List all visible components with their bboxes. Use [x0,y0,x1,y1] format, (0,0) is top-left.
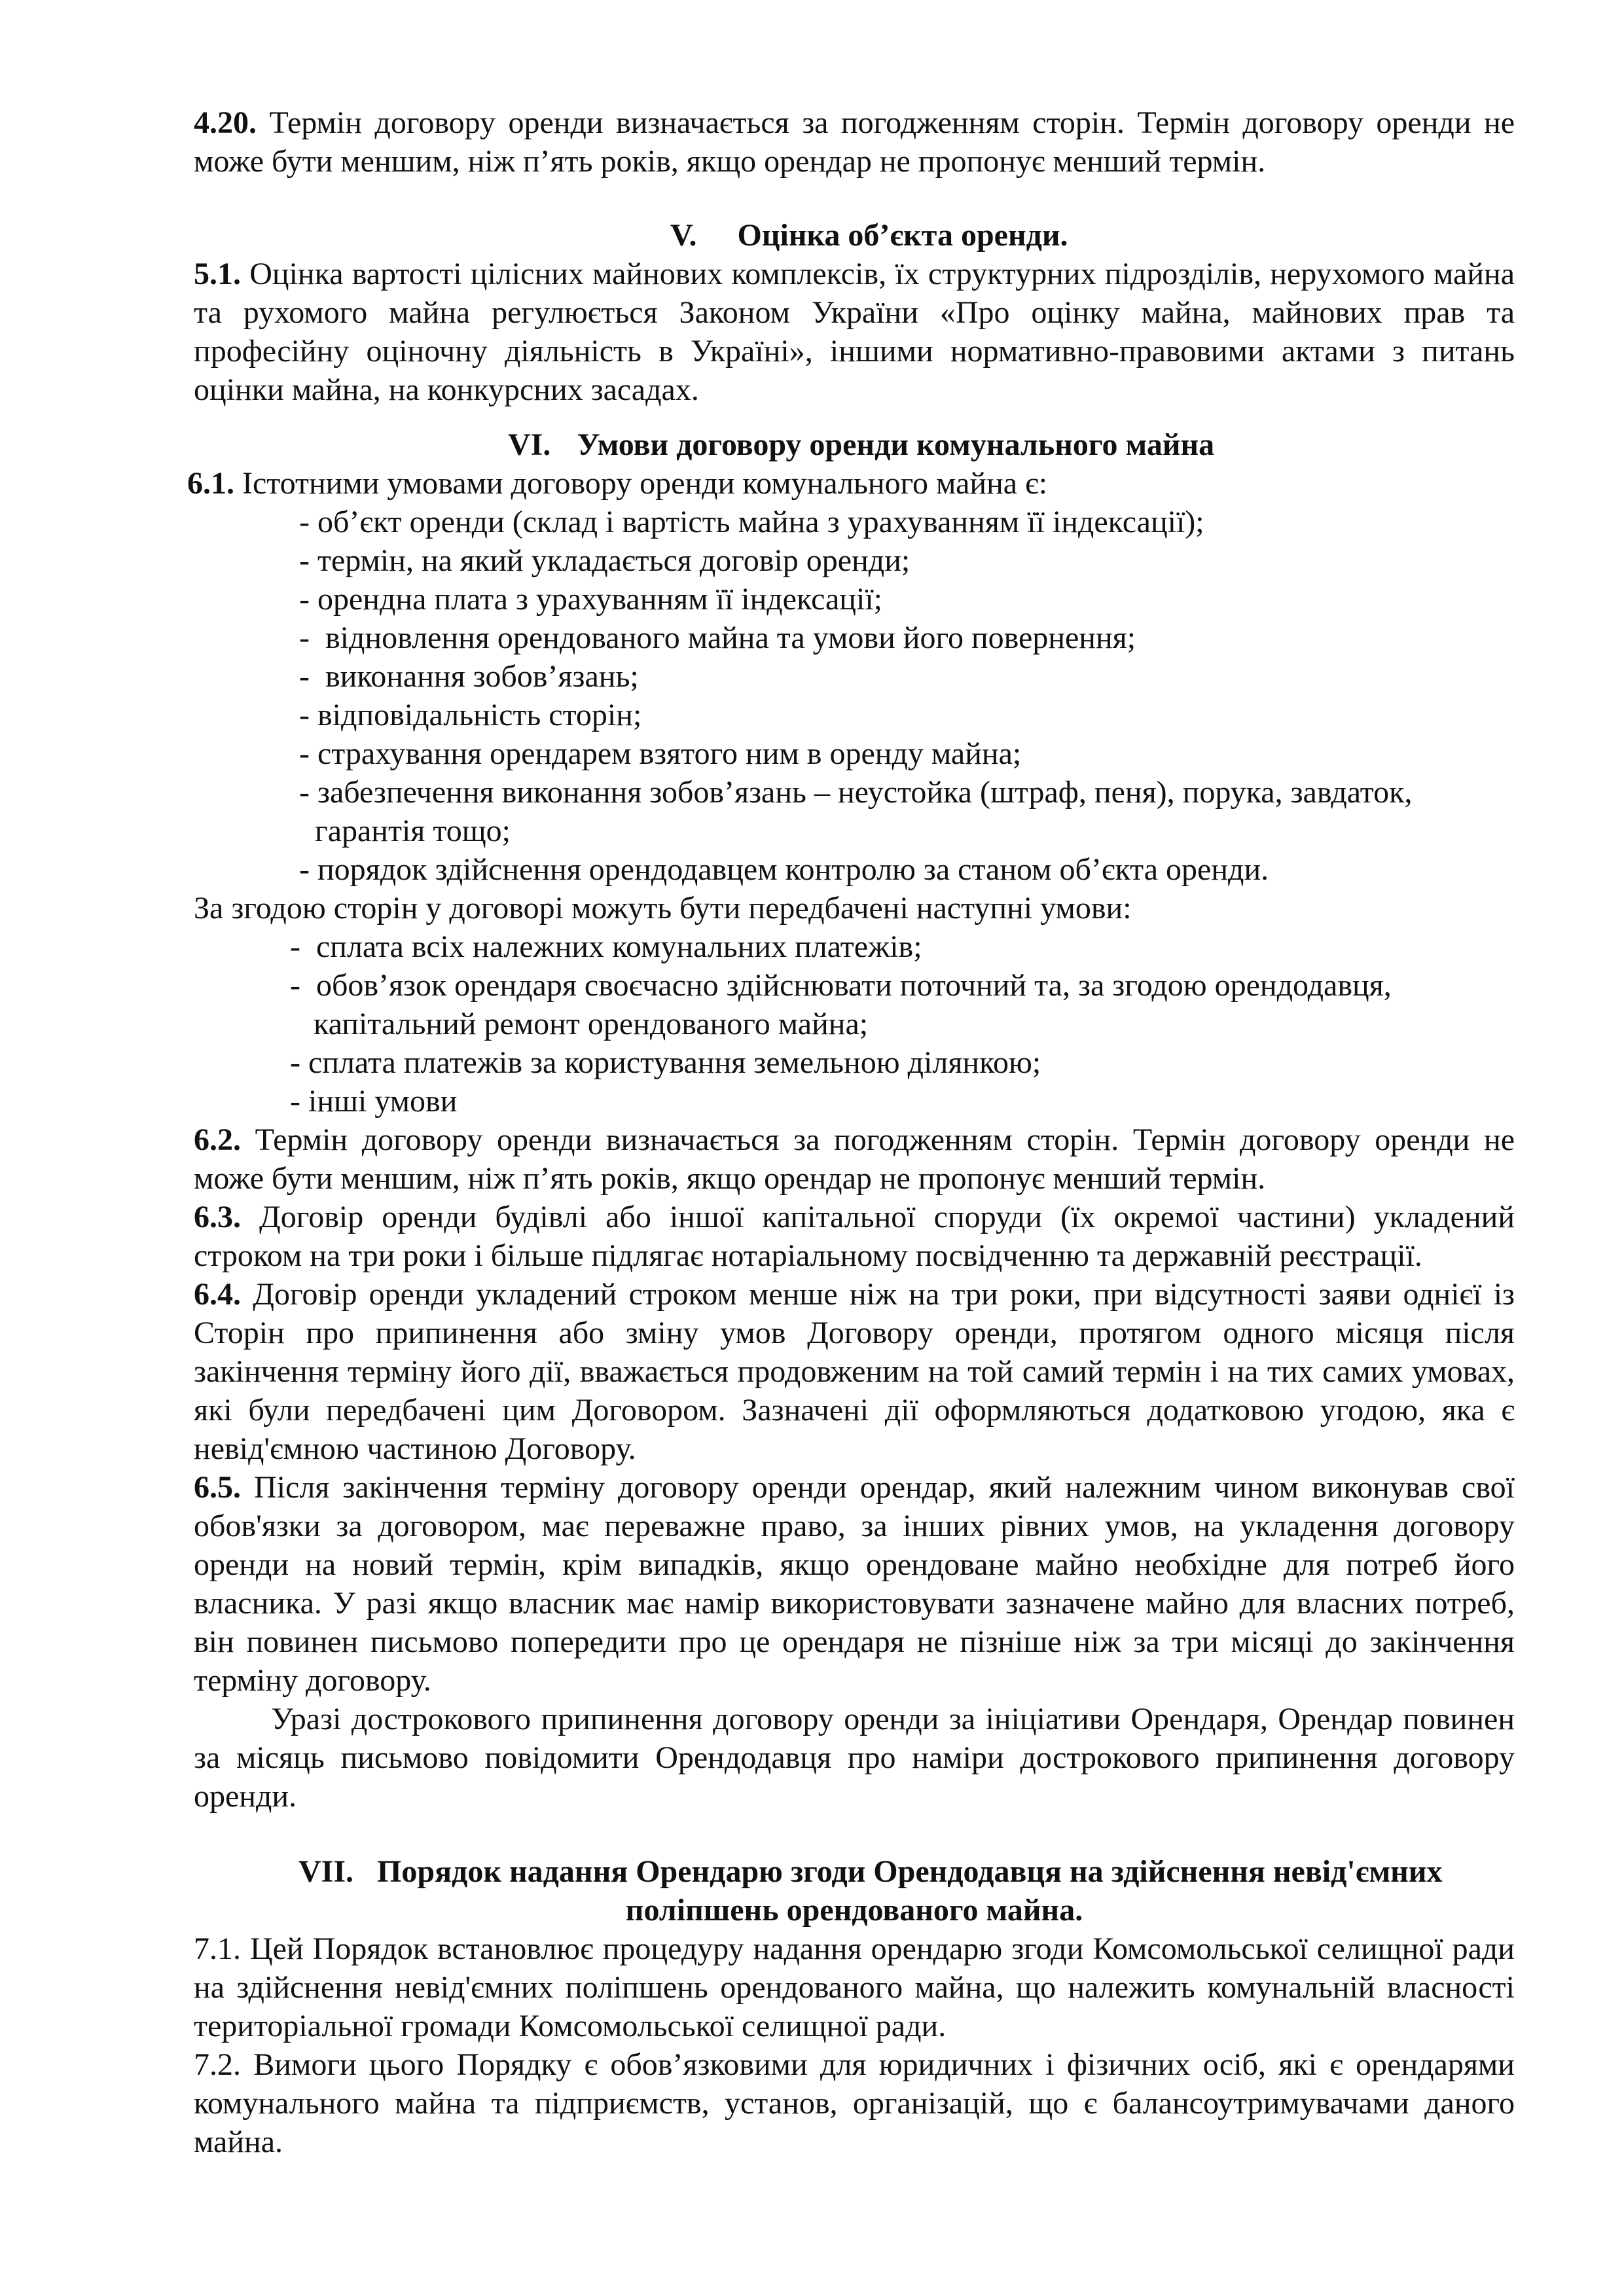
paragraph-text: Термін договору оренди визначається за погодженням сторін. Термін договору оренди не може бути меншим, ніж п’ять років, якщо орендар не пропонує менший термін. [194,105,1515,179]
paragraph-7-2: 7.2. Вимоги цього Порядку є обов’язковими для юридичних і фізичних осіб, які є орендарями комунального майна та підприємств, установ, організацій, що є балансоутримувачами даного майна. [194,2047,1515,2159]
paragraph-6-5-early-termination: Уразі дострокового припинення договору оренди за ініціативи Орендаря, Орендар повинен за місяць письмово повідомити Орендодавця про наміри дострокового припинення договору оренди. [194,1702,1515,1814]
paragraph-text: Істотними умовами договору оренди комунального майна є: [234,466,1048,501]
section-number: VI. [508,427,551,462]
section-5-heading [670,216,1068,255]
paragraph-number: 6.1. [187,466,234,501]
paragraph-number: 6.2. [194,1122,241,1157]
paragraph-text: Термін договору оренди визначається за погодженням сторін. Термін договору оренди не може бути меншим, ніж п’ять років, якщо орендар не пропонує менший термін. [194,1122,1515,1196]
list-item: - виконання зобов’язань; [299,659,639,694]
list-item: - страхування орендарем взятого ним в оренду майна; [299,736,1022,771]
paragraph-number: 6.3. [194,1200,241,1234]
list-item: - порядок здійснення орендодавцем контролю за станом об’єкта оренди. [299,852,1269,887]
section-number: V. [670,218,697,253]
paragraph-6-4 [194,1275,1515,1468]
paragraph-6-5 [194,1468,1515,1700]
list-item: - термін, на який укладається договір оренди; [299,543,911,578]
paragraph-6-1 [187,464,1047,503]
section-title: Порядок надання Орендарю згоди Орендодавця на здійснення невід'ємних [377,1854,1443,1889]
paragraph-4-20 [194,103,1515,181]
paragraph-text: Договір оренди будівлі або іншої капітальної споруди (їх окремої частини) укладений [241,1200,1515,1234]
list-item: - відповідальність сторін; [299,698,642,732]
list-item: - забезпечення виконання зобов’язань – неустойка (штраф, пеня), порука, завдаток, [299,775,1413,810]
section-title: Оцінка об’єкта оренди. [737,218,1068,253]
paragraph-text: Після закінчення терміну договору оренди орендар, який належним чином виконував свої обов'язки за договором, має переважне право, за інших рівних умов, на укладення договору оренди на новий термін, крім випадків, якщо орендоване майно необхідне для потреб його власника. У разі якщо власник має намір використовувати зазначене майно для власних потреб, він повинен письмово попередити про це орендаря не пізніше ніж за три місяці до закінчення терміну договору. [194,1470,1515,1698]
section-7-heading [298,1852,1442,1891]
paragraph-text: Договір оренди укладений строком менше ніж на три роки, при відсутності заяви однієї із Сторін про припинення або зміну умов Договору оренди, протягом одного місяця після закінчення терміну його дії, вважається продовженим на той самий термін і на тих самих умовах, які були передбачені цим Договором. Зазначені дії оформляються додатковою угодою, яка є невід'ємною частиною Договору. [194,1277,1515,1466]
list-item: - відновлення орендованого майна та умови його повернення; [299,620,1136,655]
section-6-heading [508,425,1214,464]
paragraph-number: 6.5. [194,1470,241,1505]
paragraph-text: Оцінка вартості цілісних майнових комплексів, їх структурних підрозділів, нерухомого майна та рухомого майна регулюється Законом України «Про оцінку майна, майнових прав та професійну оціночну діяльність в Україні», іншими нормативно-правовими актами з питань оцінки майна, на конкурсних засадах. [194,257,1515,407]
paragraph-number: 4.20. [194,105,257,140]
optional-terms-intro: За згодою сторін у договорі можуть бути передбачені наступні умови: [194,891,1132,925]
list-item: гарантія тощо; [299,814,511,848]
section-7-title-continued: поліпшень орендованого майна. [625,1893,1083,1928]
list-item: - інші умови [290,1084,458,1119]
section-number: VII. [298,1854,354,1889]
list-item: - сплата всіх належних комунальних платежів; [290,929,922,964]
list-item: - сплата платежів за користування земельною ділянкою; [290,1045,1041,1080]
list-item: - обов’язок орендаря своєчасно здійснювати поточний та, за згодою орендодавця, [290,968,1392,1003]
list-item: - орендна плата з урахуванням її індексації; [299,582,882,617]
section-title: Умови договору оренди комунального майна [577,427,1215,462]
list-item: капітальний ремонт орендованого майна; [290,1007,869,1041]
paragraph-6-3-continued: строком на три роки і більше підлягає нотаріальному посвідченню та державній реєстрації. [194,1238,1422,1273]
list-item: - об’єкт оренди (склад і вартість майна з урахуванням її індексації); [299,505,1204,539]
paragraph-5-1 [194,255,1515,409]
paragraph-number: 6.4. [194,1277,241,1312]
paragraph-6-3 [194,1198,1515,1236]
paragraph-number: 5.1. [194,257,241,291]
paragraph-6-2 [194,1121,1515,1198]
paragraph-7-1: 7.1. Цей Порядок встановлює процедуру надання орендарю згоди Комсомольської селищної ради на здійснення невід'ємних поліпшень орендованого майна, що належить комунальній власності територіальної громади Комсомольської селищної ради. [194,1931,1515,2043]
